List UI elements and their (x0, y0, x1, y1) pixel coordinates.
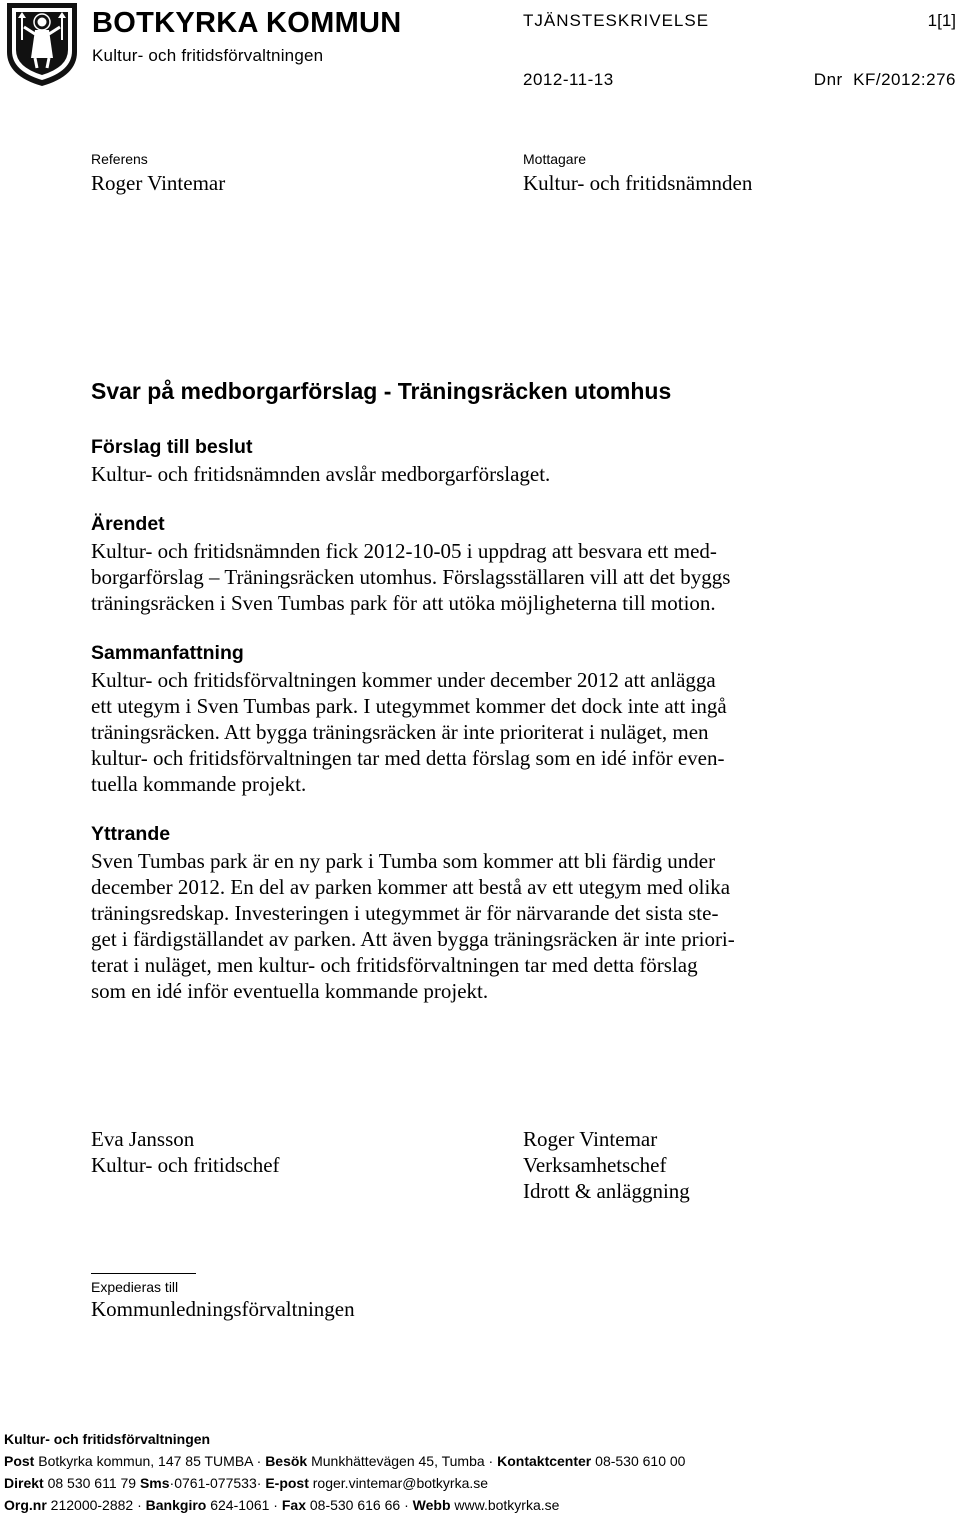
section-statement (91, 822, 831, 1004)
distribution-recipient: Kommunledningsförvaltningen (91, 1297, 355, 1321)
body-line: Sven Tumbas park är en ny park i Tumba som kommer att bli färdig under (91, 849, 716, 873)
footer-direct: 08 530 611 79 (47, 1475, 137, 1491)
footer-web-label: Webb (412, 1497, 451, 1513)
body-line: get i färdigställandet av parken. Att även bygga träningsräcken är inte priori- (91, 927, 735, 951)
body-line: träningsräcken i Sven Tumbas park för att utöka möjligheterna till motion. (91, 591, 716, 615)
body-line: som en idé inför eventuella kommande projekt. (91, 979, 489, 1003)
footer-direct-label: Direkt (4, 1475, 44, 1491)
footer-visit-label: Besök (265, 1453, 308, 1469)
document-title: Svar på medborgarförslag - Träningsräcken utomhus (91, 378, 672, 404)
recipient-label: Mottagare (523, 151, 587, 167)
body-line: Kultur- och fritidsförvaltningen kommer under december 2012 att anlägga (91, 668, 716, 692)
document-date: 2012-11-13 (523, 70, 614, 89)
reference-name: Roger Vintemar (91, 171, 226, 195)
distribution-rule (91, 1273, 196, 1274)
section-heading: Ärendet (91, 513, 165, 535)
body-line: träningsräcken. Att bygga träningsräcken är inte prioriterat i nuläget, men (91, 720, 709, 744)
footer-fax: 08-530 616 66 (309, 1497, 401, 1513)
footer-line-1: Post Botkyrka kommun, 147 85 TUMBA · Besök Munkhättevägen 45, Tumba · Kontaktcenter 08-530 610 00 (4, 1453, 686, 1469)
footer-line-2: Direkt 08 530 611 79 Sms·0761-077533· E-post roger.vintemar@botkyrka.se (4, 1475, 489, 1491)
signature-name: Roger Vintemar (523, 1127, 658, 1151)
footer-sms-label: Sms (139, 1475, 170, 1491)
signature-name: Eva Jansson (91, 1127, 195, 1151)
municipal-crest-icon (4, 0, 80, 88)
section-heading: Förslag till beslut (91, 436, 253, 458)
reference-label: Referens (91, 151, 148, 167)
footer-department: Kultur- och fritidsförvaltningen (4, 1431, 211, 1447)
org-name: BOTKYRKA KOMMUN (92, 7, 402, 39)
document-dnr: Dnr KF/2012:276 (813, 70, 956, 89)
body-line: Kultur- och fritidsnämnden fick 2012-10-05 i uppdrag att besvara ett med- (91, 539, 717, 563)
footer-post-label: Post (4, 1453, 35, 1469)
footer-email-label: E-post (265, 1475, 309, 1491)
footer-fax-label: Fax (281, 1497, 306, 1513)
body-line: terat i nuläget, men kultur- och fritidsförvaltningen tar med detta förslag (91, 953, 698, 977)
signature-right (523, 1126, 690, 1204)
section-summary (91, 641, 831, 797)
document-type: TJÄNSTESKRIVELSE (523, 11, 710, 30)
signature-title: Kultur- och fritidschef (91, 1153, 280, 1177)
section-heading: Yttrande (91, 823, 171, 845)
footer-email-link[interactable]: roger.vintemar@botkyrka.se (312, 1475, 489, 1491)
footer-contact-label: Kontaktcenter (497, 1453, 592, 1469)
footer-orgnr-label: Org.nr (4, 1497, 47, 1513)
footer-web-link[interactable]: www.botkyrka.se (454, 1497, 560, 1513)
footer (4, 1428, 685, 1516)
body-line: tuella kommande projekt. (91, 772, 307, 796)
body-line: kultur- och fritidsförvaltningen tar med detta förslag som en idé inför even- (91, 746, 725, 770)
footer-bankgiro: 624-1061 (210, 1497, 270, 1513)
footer-sms: 0761-077533 (174, 1475, 257, 1491)
signature-title: Verksamhetschef (523, 1153, 667, 1177)
footer-contact: 08-530 610 00 (595, 1453, 686, 1469)
org-department: Kultur- och fritidsförvaltningen (92, 46, 324, 65)
footer-post: Botkyrka kommun, 147 85 TUMBA (38, 1453, 253, 1469)
section-matter (91, 512, 831, 616)
footer-bankgiro-label: Bankgiro (145, 1497, 207, 1513)
footer-line-3: Org.nr 212000-2882 · Bankgiro 624-1061 · Fax 08-530 616 66 · Webb www.botkyrka.se (4, 1497, 560, 1513)
recipient-name: Kultur- och fritidsnämnden (523, 171, 753, 195)
body-line: december 2012. En del av parken kommer att bestå av ett utegym med olika (91, 875, 731, 899)
section-proposal (91, 435, 831, 487)
body-line: borgarförslag – Träningsräcken utomhus. Förslagsställaren vill att det byggs (91, 565, 731, 589)
body-line: träningsredskap. Investeringen i utegymmet är för närvarande det sista ste- (91, 901, 719, 925)
body-line: Kultur- och fritidsnämnden avslår medborgarförslaget. (91, 462, 551, 486)
page-number: 1[1] (927, 11, 956, 30)
distribution-label: Expedieras till (91, 1279, 179, 1295)
footer-visit: Munkhättevägen 45, Tumba (311, 1453, 485, 1469)
signature-unit: Idrott & anläggning (523, 1179, 690, 1203)
footer-orgnr: 212000-2882 (50, 1497, 134, 1513)
section-heading: Sammanfattning (91, 642, 244, 664)
document-body (91, 376, 831, 1029)
signature-left (91, 1126, 280, 1178)
body-line: ett utegym i Sven Tumbas park. I utegymmet kommer det dock inte att ingå (91, 694, 727, 718)
